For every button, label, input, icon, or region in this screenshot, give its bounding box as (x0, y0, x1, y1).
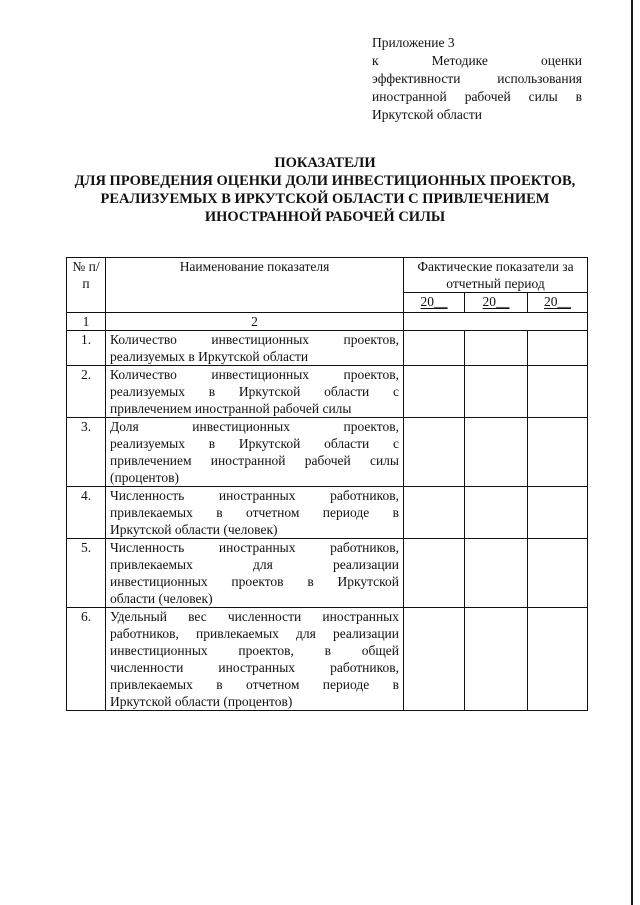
row-num: 3. (67, 418, 106, 487)
indicator-line: привлекаемых для реализации (110, 557, 399, 572)
indicator-line: инвестиционных проектов в Иркутской (110, 574, 399, 589)
indicator-name (106, 608, 404, 711)
indicators-table (66, 257, 588, 711)
indicator-line: привлекаемых в отчетном периоде в (110, 505, 399, 520)
indicator-line: работников, привлекаемых для реализации (110, 626, 399, 641)
table-row (67, 608, 588, 711)
column-number: 1 (67, 313, 106, 331)
indicator-line: Доля инвестиционных проектов, (110, 419, 399, 434)
row-num: 6. (67, 608, 106, 711)
row-num: 4. (67, 487, 106, 539)
header-actual-values: Фактические показатели за отчетный период (404, 258, 588, 293)
indicator-line: области (человек) (110, 591, 213, 606)
document-title (40, 154, 610, 226)
data-cell (465, 366, 528, 418)
data-cell (528, 539, 588, 608)
header-year (528, 293, 588, 313)
table-row (67, 418, 588, 487)
appendix-note (372, 34, 582, 124)
indicator-line: Удельный вес численности иностранных (110, 609, 399, 624)
data-cell (404, 366, 465, 418)
column-number: 2 (106, 313, 404, 331)
table-row (67, 487, 588, 539)
indicator-name (106, 418, 404, 487)
data-cell (528, 366, 588, 418)
indicator-line: Численность иностранных работников, (110, 488, 399, 503)
indicator-line: численности иностранных работников, (110, 660, 399, 675)
indicator-name (106, 331, 404, 366)
indicator-line: инвестиционных проектов, в общей (110, 643, 399, 658)
row-num: 2. (67, 366, 106, 418)
header-year (404, 293, 465, 313)
header-num: № п/п (67, 258, 106, 313)
indicator-line: реализуемых в Иркутской области (110, 349, 309, 364)
data-cell (465, 608, 528, 711)
indicator-line: Иркутской области (человек) (110, 522, 278, 537)
indicator-line: Количество инвестиционных проектов, (110, 332, 399, 347)
indicator-line: привлекаемых в отчетном периоде в (110, 677, 399, 692)
table-row (67, 331, 588, 366)
data-cell (528, 331, 588, 366)
title-line: ПОКАЗАТЕЛИ (274, 155, 376, 171)
data-cell (404, 313, 588, 331)
data-cell (465, 487, 528, 539)
data-cell (528, 418, 588, 487)
indicator-line: реализуемых в Иркутской области с (110, 436, 399, 451)
table-row (67, 366, 588, 418)
indicator-name (106, 539, 404, 608)
title-line: РЕАЛИЗУЕМЫХ В ИРКУТСКОЙ ОБЛАСТИ С ПРИВЛЕЧЕНИЕМ (100, 191, 550, 207)
indicator-name (106, 366, 404, 418)
data-cell (465, 418, 528, 487)
appendix-line: Приложение 3 (372, 35, 455, 50)
title-line: ДЛЯ ПРОВЕДЕНИЯ ОЦЕНКИ ДОЛИ ИНВЕСТИЦИОННЫХ ПРОЕКТОВ, (74, 173, 576, 189)
data-cell (404, 539, 465, 608)
title-line: ИНОСТРАННОЙ РАБОЧЕЙ СИЛЫ (204, 209, 446, 225)
indicator-line: привлечением иностранной рабочей силы (110, 401, 352, 416)
appendix-line: эффективности использования (372, 71, 582, 86)
data-cell (528, 487, 588, 539)
row-num: 1. (67, 331, 106, 366)
indicator-name (106, 487, 404, 539)
year-label: 20__ (544, 294, 571, 309)
year-label: 20__ (482, 294, 510, 309)
indicator-line: (процентов) (110, 470, 180, 485)
indicator-line: Количество инвестиционных проектов, (110, 367, 399, 382)
indicator-line: привлечением иностранной рабочей силы (110, 453, 399, 468)
indicator-line: Численность иностранных работников, (110, 540, 399, 555)
data-cell (404, 331, 465, 366)
row-num: 5. (67, 539, 106, 608)
data-cell (465, 539, 528, 608)
scan-edge-line (631, 0, 633, 905)
indicator-line: Иркутской области (процентов) (110, 694, 293, 709)
appendix-line: к Методике оценки (372, 53, 582, 68)
header-indicator-name: Наименование показателя (106, 258, 404, 313)
table-row (67, 539, 588, 608)
header-year (465, 293, 528, 313)
year-label: 20__ (420, 294, 448, 309)
data-cell (465, 331, 528, 366)
indicator-line: реализуемых в Иркутской области с (110, 384, 399, 399)
data-cell (528, 608, 588, 711)
data-cell (404, 487, 465, 539)
appendix-line: Иркутской области (372, 107, 483, 122)
appendix-line: иностранной рабочей силы в (372, 89, 582, 104)
data-cell (404, 608, 465, 711)
data-cell (404, 418, 465, 487)
